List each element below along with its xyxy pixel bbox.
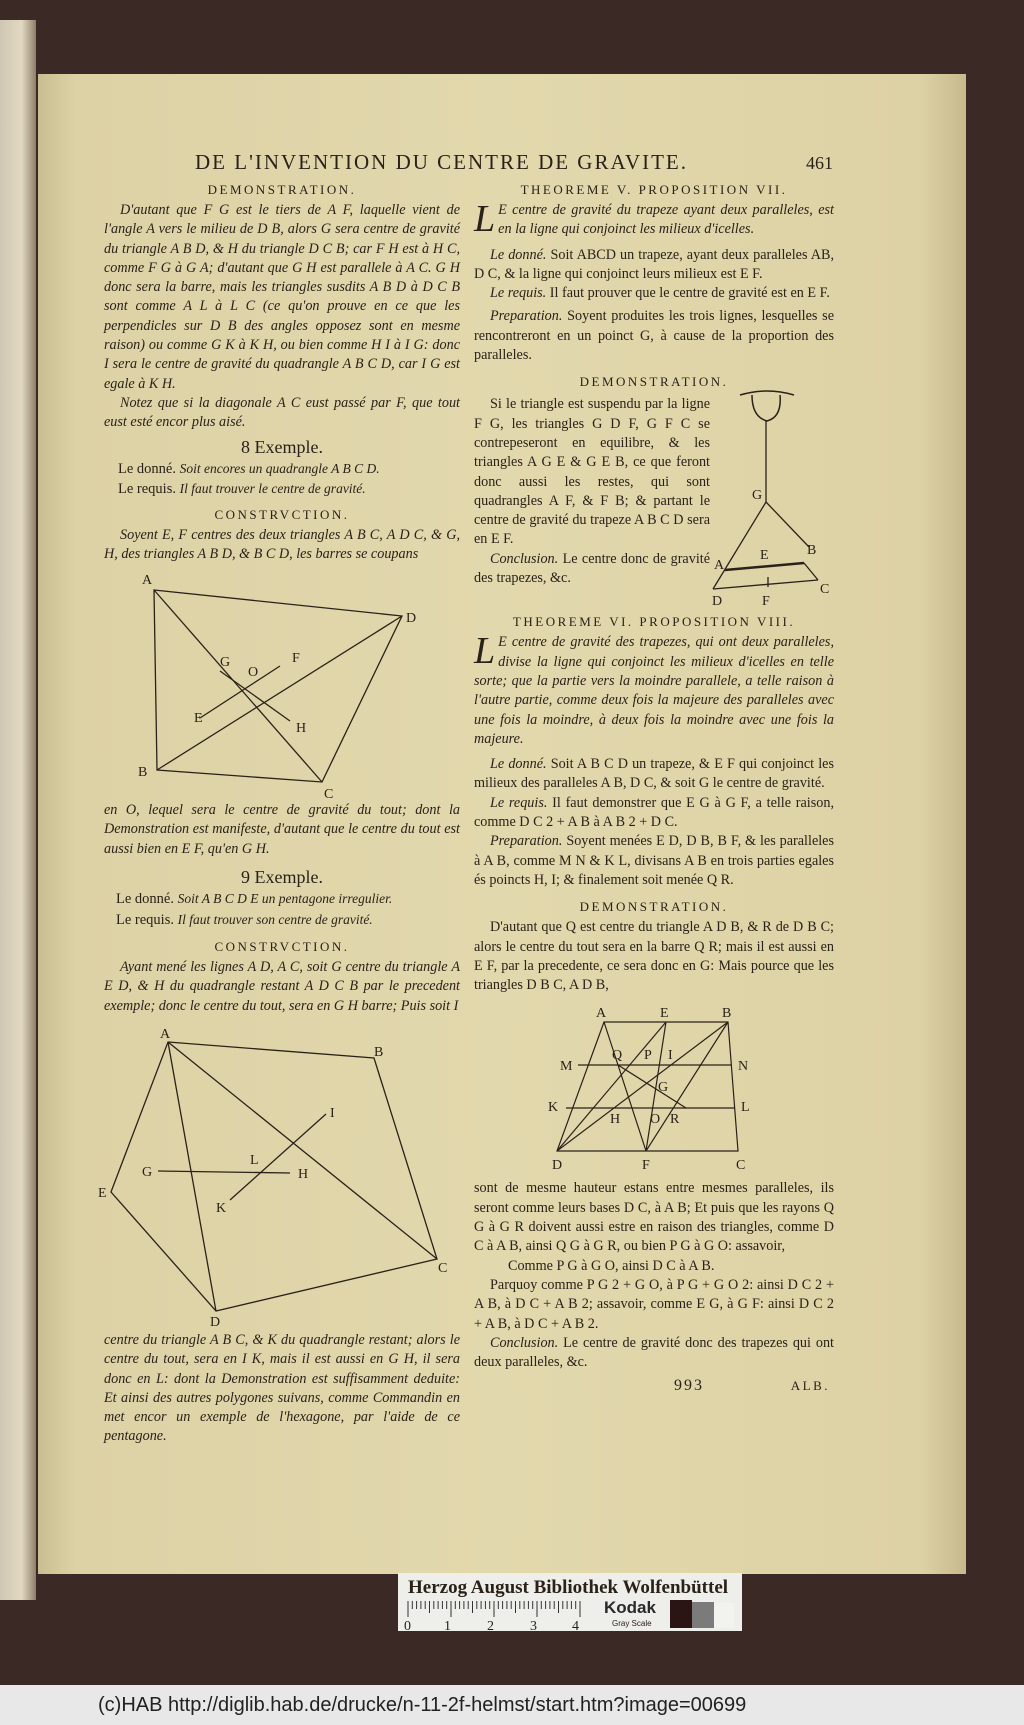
given-text: Soit encores un quadrangle A B C D.	[179, 460, 380, 476]
gray-scale-label: Gray Scale	[612, 1619, 652, 1628]
fig2-label-c: C	[438, 1260, 448, 1276]
fig2-label-l: L	[250, 1152, 259, 1168]
scale-0: 0	[404, 1619, 411, 1631]
fig4-label-g: G	[658, 1080, 669, 1096]
theorem-6-text: E centre de gravité des trapezes, qui ont deux paralleles, divise la ligne qui conjoinct les milieux d'icelles en telle sorte; que la partie vers la moindre parallele, a telle raison à l'autre partie, comme deux fois la majeure des paralleles avec une fois la moindre, à deux fois la moindre avec une fois la majeure.	[474, 634, 834, 747]
fig3-label-d: D	[712, 594, 723, 610]
pentagon-figure	[90, 1022, 460, 1327]
fig2-label-i: I	[330, 1105, 335, 1121]
fig1-label-a: A	[142, 573, 153, 589]
example-8-title: 8 Exemple.	[241, 436, 323, 457]
fig4-label-f: F	[642, 1158, 650, 1174]
theorem-5-preparation	[474, 307, 834, 365]
required-label: Le requis.	[118, 481, 176, 498]
example-9-title: 9 Exemple.	[241, 867, 323, 888]
fig1-label-d: D	[406, 611, 417, 627]
facing-page-edge	[0, 20, 36, 1600]
ruler-scale	[404, 1601, 594, 1631]
right-column	[474, 181, 834, 1396]
theorem-5-given	[474, 246, 834, 285]
fig3-label-f: F	[762, 594, 770, 610]
gray-patch-mid	[692, 1602, 714, 1628]
fig4-label-p: P	[644, 1048, 652, 1064]
given-label: Le donné.	[116, 891, 174, 908]
required-label: Le requis.	[116, 911, 174, 928]
fig4-label-i: I	[668, 1048, 673, 1064]
parquoy-text: Parquoy comme P G 2 + G O, à P G + G O 2: ainsi D C 2 + A B, à D C + A B 2; assavoir, comme E G, à G F: ainsi D C 2 + A B, à D C + A B 2.	[474, 1276, 834, 1332]
scale-3: 3	[530, 1619, 537, 1631]
fig4-label-n: N	[738, 1059, 749, 1075]
given-label: Le donné.	[490, 246, 547, 263]
gray-patch-dark	[670, 1600, 692, 1628]
fig1-label-o: O	[248, 665, 259, 681]
theorem-5-demonstration-block	[474, 395, 834, 609]
required-label: Le requis.	[490, 794, 548, 811]
given-label: Le donné.	[490, 756, 547, 773]
required-text: Il faut demonstrer que E G à G F, a telle raison, comme D C 2 + A B à A B 2 + D C.	[474, 794, 834, 831]
given-label: Le donné.	[118, 460, 176, 477]
fig3-label-c: C	[820, 582, 830, 598]
theorem-5-heading: THEOREME V. PROPOSITION VII.	[520, 182, 788, 197]
theorem-5-required	[474, 284, 834, 303]
given-text: Soit A B C D E un pentagone irregulier.	[177, 891, 393, 907]
trapezoid-figure	[546, 1003, 756, 1175]
preparation-label: Preparation.	[490, 308, 563, 325]
catchword: ALB.	[790, 1378, 830, 1394]
fig4-label-e: E	[660, 1006, 669, 1022]
page-foot-marks	[474, 1376, 834, 1396]
copyright-footer: (c)HAB http://diglib.hab.de/drucke/n-11-2f-helmst/start.htm?image=00699	[0, 1685, 1024, 1725]
fig2-label-d: D	[210, 1314, 221, 1327]
fig4-label-o: O	[650, 1112, 661, 1128]
quadrilateral-figure	[100, 566, 460, 801]
fig4-label-l: L	[741, 1100, 750, 1116]
fig3-label-a: A	[714, 558, 725, 574]
fig4-label-d: D	[552, 1158, 563, 1174]
theorem-6-demonstration-text: D'autant que Q est centre du triangle A D B, & R de D B C; alors le centre du tout sera en la barre Q R; mais il est aussi en E F, par la precedente, ce sera donc en G: Mais pource que les triangles D B C, A D B,	[474, 919, 834, 994]
conclusion-label: Conclusion.	[490, 550, 559, 567]
drop-capital: L	[474, 198, 496, 240]
fig1-label-b: B	[138, 765, 148, 781]
theorem-5-statement	[474, 198, 834, 240]
preparation-text: Soyent produites les trois lignes, lesquelles se rencontreront en un poinct G, à cause de la proportion des paralleles.	[474, 308, 834, 364]
theorem-6-given	[474, 755, 834, 794]
fig4-label-h: H	[610, 1112, 621, 1128]
running-header: DE L'INVENTION DU CENTRE DE GRAVITE.	[195, 150, 689, 174]
demonstration-text: D'autant que F G est le tiers de A F, laquelle vient de l'angle A vers le milieu de D B, alors G sera centre de gravité du triangle A B D, & H du triangle D C B; car F H est à H C, comme F G à G A; d'autant que G H est parallele à A C. G H donc sera la barre, mais les triangles susdits A B D à D C B sont comme A L à L C (ce qu'on prouve en ce que les perpendicles sur D B des angles opposez sont en mesme raison) ou comme G K à K H, ou bien comme H I à I G: donc I sera le centre de gravité du quadrangle A B C D, car I G est egale à K H.	[104, 202, 460, 392]
required-text: Il faut trouver le centre de gravité.	[179, 481, 366, 497]
theorem-5-demonstration-heading: DEMONSTRATION.	[579, 374, 729, 390]
suspended-trapezoid-figure	[712, 387, 834, 609]
fig4-label-q: Q	[612, 1048, 623, 1064]
signature-mark: 993	[674, 1377, 704, 1395]
theorem-6-required	[474, 794, 834, 833]
fig1-label-g: G	[220, 655, 231, 671]
fig1-label-f: F	[292, 651, 300, 667]
required-label: Le requis.	[490, 285, 547, 302]
given-text: Soit A B C D un trapeze, & E F qui conjoinct les milieux des paralleles A B, D C, & soit G le centre de gravité.	[474, 756, 834, 792]
theorem-5-demonstration-text: Si le triangle est suspendu par la ligne F G, les triangles G D F, G F C se contrepeseront en equilibre, & les triangles A G E & G E B, ce que feront donc aussi les restes, qui sont quadrangles A F, & F B; & partant le centre de gravité du trapeze A B C D sera en E F.	[474, 396, 710, 548]
fig4-label-c: C	[736, 1158, 746, 1174]
fig2-label-e: E	[98, 1185, 107, 1201]
fig3-label-b: B	[807, 543, 817, 559]
theorem-6-statement	[474, 630, 834, 749]
theorem-5-demonstration-body	[474, 395, 710, 588]
library-name: Herzog August Bibliothek Wolfenbüttel	[408, 1577, 729, 1598]
construction-2-heading: CONSTRVCTION.	[214, 939, 350, 955]
scale-1: 1	[444, 1619, 451, 1631]
construction-text: Soyent E, F centres des deux triangles A B C, A D C, & G, H, des triangles A B D, & B C D, les barres se coupans	[104, 526, 460, 562]
conclusion-example-9: centre du triangle A B C, & K du quadrangle restant; alors le centre du tout, sera en I K, mais il est aussi en G H, il sera donc en L: dont la Demonstration est suffisamment deduite: Et ainsi des autres polygones suivans, comme Commandin en met encor un exemple de l'hexagone, par l'aide de ce pentagone.	[104, 1331, 460, 1445]
fig3-label-e: E	[760, 548, 769, 564]
scale-2: 2	[487, 1619, 494, 1631]
fig4-label-m: M	[560, 1059, 573, 1075]
kodak-logo: Kodak	[604, 1598, 656, 1617]
conclusion-text: Le centre donc de gravité des trapezes, &c.	[474, 550, 710, 587]
fig3-label-g: G	[752, 488, 763, 504]
theorem-5-text: E centre de gravité du trapeze ayant deux paralleles, est en la ligne qui conjoinct les milieux d'icelles.	[498, 202, 834, 238]
construction-2-text: Ayant mené les lignes A D, A C, soit G centre du triangle A E D, & H du quadrangle restant A D C B par le precedent exemple; donc le centre du tout, sera en G H barre; Puis soit I	[104, 959, 460, 1014]
theorem-6-heading: THEOREME VI. PROPOSITION VIII.	[512, 614, 796, 630]
left-column	[98, 181, 460, 1447]
conclusion-text: Le centre de gravité donc des trapezes qui ont deux paralleles, &c.	[474, 1334, 835, 1371]
note-text: Notez que si la diagonale A C eust passé par F, que tout eust esté encor plus aisé.	[104, 394, 460, 431]
gray-patch-light	[714, 1603, 734, 1628]
fig1-label-e: E	[194, 711, 203, 727]
theorem-6-continuation: sont de mesme hauteur estans entre mesmes paralleles, ils seront comme leurs bases D C, à A B; Et puis que les rayons Q G à G R doivent aussi estre en raison des triangles, comme D C à A B, ainsi Q G à G R, ou bien P G à G O: assavoir,	[474, 1180, 834, 1255]
demonstration-heading: DEMONSTRATION.	[207, 182, 357, 197]
construction-heading: CONSTRVCTION.	[214, 506, 350, 522]
fig2-label-a: A	[160, 1026, 171, 1042]
theorem-6-preparation	[474, 832, 834, 890]
preparation-text: Soyent menées E D, D B, B F, & les paralleles à A B, comme M N & K L, divisans A B en trois parties egales és poincts H, I; & finalement soit menée Q R.	[474, 833, 834, 888]
given-text: Soit ABCD un trapeze, ayant deux paralleles AB, D C, & la ligne qui conjoinct leurs milieux est E F.	[474, 246, 834, 282]
preparation-label: Preparation.	[490, 833, 563, 850]
example-9-required	[104, 910, 460, 931]
fig4-label-b: B	[722, 1006, 732, 1022]
theorem-6-conclusion	[474, 1334, 834, 1373]
fig2-label-b: B	[374, 1044, 384, 1060]
conclusion-label: Conclusion.	[490, 1334, 559, 1351]
required-text: Il faut prouver que le centre de gravité est en E F.	[549, 285, 830, 302]
fig4-label-r: R	[670, 1112, 680, 1128]
fig2-label-k: K	[216, 1200, 227, 1216]
fig1-label-h: H	[296, 721, 307, 737]
theorem-6-demonstration-heading: DEMONSTRATION.	[579, 899, 729, 915]
fig4-label-a: A	[596, 1006, 607, 1022]
comme-formula: Comme P G à G O, ainsi D C à A B.	[508, 1257, 715, 1274]
required-text: Il faut trouver son centre de gravité.	[177, 911, 373, 927]
fig2-label-h: H	[298, 1166, 309, 1182]
example-8-required	[104, 479, 460, 500]
theorem-5-conclusion	[474, 550, 710, 589]
example-8-given	[104, 459, 460, 480]
library-color-card	[398, 1573, 742, 1631]
fig4-label-k: K	[548, 1100, 559, 1116]
drop-capital: L	[474, 630, 496, 673]
fig2-label-g: G	[142, 1164, 153, 1180]
page-number: 461	[806, 153, 833, 173]
fig1-label-c: C	[324, 787, 334, 802]
scale-4: 4	[572, 1619, 579, 1631]
conclusion-example-8: en O, lequel sera le centre de gravité du tout; dont la Demonstration est manifeste, d'autant que le centre du tout est aussi bien en E F, qu'en G H.	[104, 802, 460, 857]
example-9-given	[104, 889, 460, 910]
